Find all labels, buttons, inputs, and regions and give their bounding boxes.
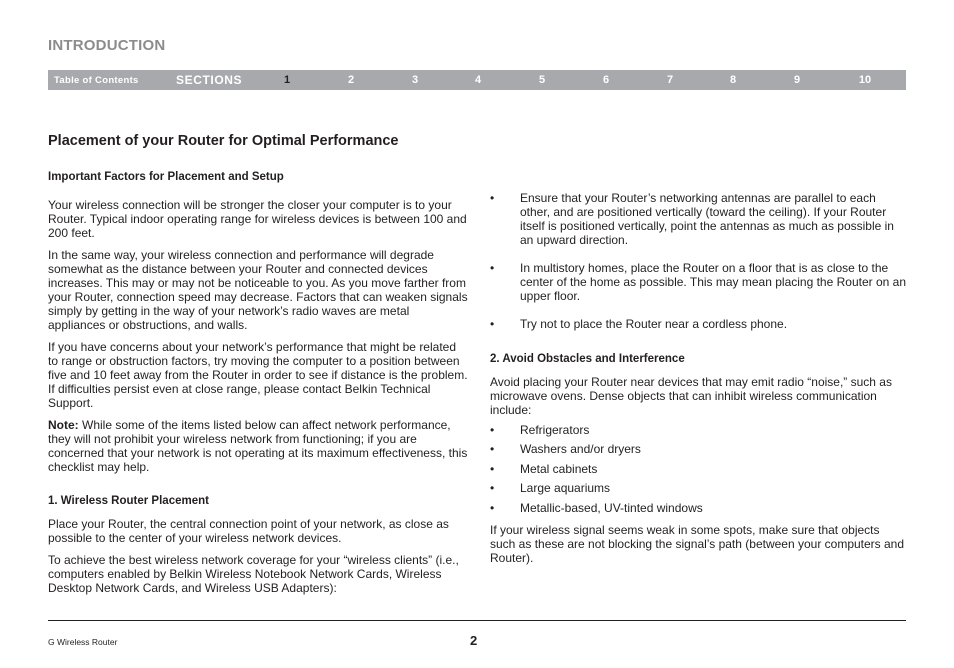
item-refrigerators: Refrigerators [520, 423, 590, 437]
section-link-5[interactable]: 5 [538, 74, 546, 86]
item-cabinets: Metal cabinets [520, 462, 598, 476]
section-link-6[interactable]: 6 [602, 74, 610, 86]
section-link-8[interactable]: 8 [729, 74, 737, 86]
paragraph-concerns: If you have concerns about your network’s performance that might be related to range or obstruction factors, try moving the computer to a position between five and 10 feet away from the Router in order to see if distance is the problem. If difficulties persist even at close range, please contact Belkin Technical Support. [48, 340, 468, 410]
section-link-3[interactable]: 3 [411, 74, 419, 86]
list-item [490, 261, 906, 303]
section-link-7[interactable]: 7 [666, 74, 674, 86]
paragraph-weak-signal: If your wireless signal seems weak in some spots, make sure that objects such as these are not blocking the signal’s path (between your computers and Router). [490, 523, 905, 565]
paragraph-note [48, 418, 468, 474]
sections-label: SECTIONS [176, 73, 243, 87]
bullet-glyph: • [490, 423, 495, 437]
bullet-cordless: Try not to place the Router near a cordless phone. [520, 317, 788, 331]
section-title: INTRODUCTION [48, 37, 166, 54]
page-number: 2 [470, 633, 478, 648]
note-label: Note: [48, 418, 79, 432]
section-link-1[interactable]: 1 [283, 74, 291, 86]
subheading-obstacles: 2. Avoid Obstacles and Interference [490, 353, 685, 365]
section-link-2[interactable]: 2 [347, 74, 355, 86]
bullet-glyph: • [490, 481, 495, 495]
paragraph-degrade: In the same way, your wireless connection and performance will degrade somewhat as the distance between your Router and connected devices increases. This may or may not be noticeable to you. As you move farther from your Router, connection speed may decrease. Factors that can weaken signals simply by getting in the way of your network’s radio waves are metal appliances or obstructions, and walls. [48, 248, 468, 332]
page-heading: Placement of your Router for Optimal Performance [48, 133, 399, 149]
right-column [490, 191, 906, 565]
paragraph-avoid: Avoid placing your Router near devices that may emit radio “noise,” such as microwave ovens. Dense objects that can inhibit wireless communication include: [490, 375, 892, 417]
item-washers: Washers and/or dryers [520, 442, 641, 456]
item-aquariums: Large aquariums [520, 481, 611, 495]
table-of-contents-link[interactable]: Table of Contents [54, 75, 139, 86]
list-item [490, 317, 906, 331]
bullet-multistory: In multistory homes, place the Router on a floor that is as close to the center of the home as possible. This may mean placing the Router on an upper floor. [520, 261, 906, 303]
subheading-placement: 1. Wireless Router Placement [48, 495, 209, 507]
bullet-antennas: Ensure that your Router’s networking antennas are parallel to each other, and are positioned vertically (toward the ceiling). If your Router itself is positioned vertically, point the antennas as much as possible in an upward direction. [520, 191, 894, 247]
footer-product-name: G Wireless Router [48, 637, 118, 647]
paragraph-place-router: Place your Router, the central connection point of your network, as close as possible to the center of your wireless network devices. [48, 517, 449, 545]
list-item [490, 191, 906, 247]
list-item [490, 442, 906, 456]
list-item [490, 481, 906, 495]
note-text: While some of the items listed below can affect network performance, they will not prohibit your wireless network from functioning; if you are concerned that your network is not operating at its maximum effectiveness, this checklist may help. [48, 418, 468, 474]
left-column [48, 170, 468, 595]
bullet-glyph: • [490, 317, 495, 331]
section-link-4[interactable]: 4 [474, 74, 482, 86]
section-link-9[interactable]: 9 [793, 74, 801, 86]
list-item [490, 462, 906, 476]
section-navbar [48, 70, 906, 90]
bullet-glyph: • [490, 191, 495, 205]
paragraph-best-coverage: To achieve the best wireless network coverage for your “wireless clients” (i.e., computers enabled by Belkin Wireless Notebook Network Cards, Wireless Desktop Network Cards, and Wireless USB Adapters): [48, 553, 459, 595]
section-link-10[interactable]: 10 [858, 74, 872, 86]
list-item [490, 501, 906, 515]
item-windows: Metallic-based, UV-tinted windows [520, 501, 703, 515]
footer-divider [48, 620, 906, 621]
list-item [490, 423, 906, 437]
paragraph-range: Your wireless connection will be stronger the closer your computer is to your Router. Typical indoor operating range for wireless devices is between 100 and 200 feet. [48, 198, 467, 240]
bullet-glyph: • [490, 261, 495, 275]
subheading-factors: Important Factors for Placement and Setup [48, 171, 284, 183]
bullet-glyph: • [490, 442, 495, 456]
bullet-glyph: • [490, 501, 495, 515]
bullet-glyph: • [490, 462, 495, 476]
